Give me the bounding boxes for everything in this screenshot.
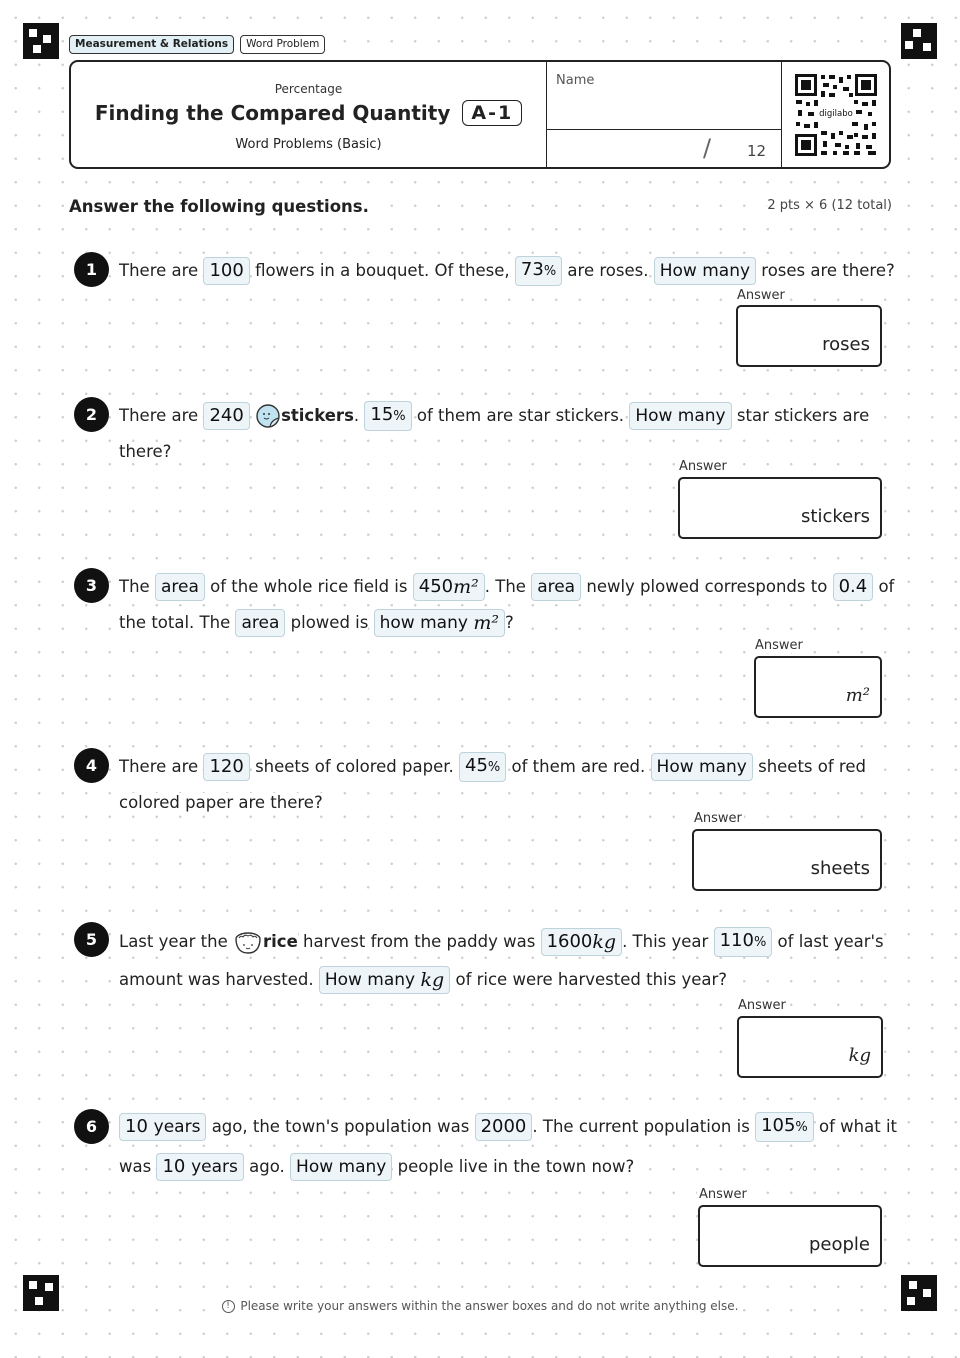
name-score-area: [546, 62, 782, 167]
value-chip: area: [235, 609, 285, 637]
worksheet-title: Finding the Compared Quantity: [94, 101, 451, 125]
answer-label: Answer: [738, 998, 786, 1013]
answer-unit: roses: [822, 334, 870, 355]
answer-unit: kg: [848, 1045, 871, 1066]
answer-unit: m²: [845, 685, 870, 706]
corner-marker-top-left: [23, 23, 59, 59]
tag-list: [69, 35, 325, 54]
answer-label: Answer: [694, 811, 742, 826]
value-chip: 45%: [459, 752, 506, 782]
value-chip: 73%: [515, 256, 562, 286]
question-chip: how many m²: [374, 609, 505, 637]
qr-logo-text: digilabo: [819, 109, 853, 119]
score-total: 12: [747, 142, 767, 160]
points-info: 2 pts × 6 (12 total): [767, 198, 892, 213]
question-chip: How many: [629, 402, 731, 430]
footer-text: Please write your answers within the answer boxes and do not write anything else.: [240, 1299, 739, 1313]
value-chip: 450m²: [413, 573, 485, 601]
worksheet-subtitle: Word Problems (Basic): [235, 137, 382, 152]
question-text: Last year the rice harvest from the paddy was 1600kg . This year 110% of last year's amount was harvested. How many kg of rice were harvested this year?: [119, 922, 889, 999]
tag-type: Word Problem: [240, 35, 325, 54]
value-chip: 1600kg: [541, 928, 623, 956]
footer-note: [0, 1299, 960, 1313]
worksheet-header: [69, 60, 891, 169]
value-chip: area: [155, 573, 205, 601]
answer-label: Answer: [755, 638, 803, 653]
value-chip: 15%: [364, 401, 411, 431]
question-text: 10 years ago, the town's population was 2000 . The current population is 105% of what it was 10 years ago. How many people live in the town now?: [119, 1106, 889, 1187]
question-chip: How many: [651, 753, 753, 781]
question-chip: How many: [654, 257, 756, 285]
corner-marker-top-right: [901, 23, 937, 59]
answer-box-1[interactable]: [736, 305, 882, 367]
rice-bowl-icon: [233, 929, 263, 955]
answer-label: Answer: [737, 288, 785, 303]
answer-label: Answer: [699, 1187, 747, 1202]
value-chip: 2000: [475, 1113, 533, 1141]
answer-unit: people: [808, 1234, 870, 1255]
value-chip: 100: [203, 257, 249, 285]
answer-box-6[interactable]: [698, 1205, 882, 1267]
answer-unit: stickers: [801, 506, 870, 527]
qr-code-icon: [794, 73, 878, 157]
question-number: 6: [74, 1109, 109, 1144]
subject-label: Percentage: [274, 82, 343, 96]
question-number: 4: [74, 748, 109, 783]
value-chip: 105%: [755, 1112, 814, 1142]
score-slash: /: [703, 134, 712, 162]
question-number: 2: [74, 397, 109, 432]
question-text: The area of the whole rice field is 450m² . The area newly plowed corresponds to 0.4 of the total. The area plowed is how many m² ?: [119, 568, 889, 640]
name-label: Name: [556, 73, 595, 88]
question-number: 5: [74, 922, 109, 957]
value-chip: area: [531, 573, 581, 601]
answer-unit: sheets: [810, 858, 870, 879]
question-text: There are 240 stickers. 15% of them are star stickers. How many star stickers are there?: [119, 397, 889, 469]
info-icon: !: [222, 1300, 235, 1313]
value-chip: 0.4: [833, 573, 874, 601]
value-chip: 10 years: [119, 1113, 206, 1141]
question-text: There are 120 sheets of colored paper. 45% of them are red. How many sheets of red colored paper are there?: [119, 748, 889, 820]
value-chip: 240: [203, 402, 249, 430]
value-chip: 120: [203, 753, 249, 781]
tag-category: Measurement & Relations: [69, 35, 234, 54]
question-text: There are 100 flowers in a bouquet. Of these, 73% are roses. How many roses are there?: [119, 252, 889, 288]
question-number: 1: [74, 252, 109, 287]
answer-box-2[interactable]: [678, 477, 882, 539]
question-chip: How many kg: [319, 966, 450, 994]
level-badge: A-1: [462, 100, 522, 126]
answer-label: Answer: [679, 459, 727, 474]
question-chip: How many: [290, 1153, 392, 1181]
value-chip: 110%: [714, 927, 773, 957]
title-area: [71, 62, 546, 167]
instruction-text: Answer the following questions.: [69, 197, 373, 216]
qr-area: [782, 62, 889, 167]
value-chip: 10 years: [156, 1153, 243, 1181]
answer-box-4[interactable]: [692, 829, 882, 891]
answer-box-3[interactable]: [754, 656, 882, 718]
answer-box-5[interactable]: [737, 1016, 883, 1078]
sticker-icon: [255, 403, 281, 429]
question-number: 3: [74, 568, 109, 603]
